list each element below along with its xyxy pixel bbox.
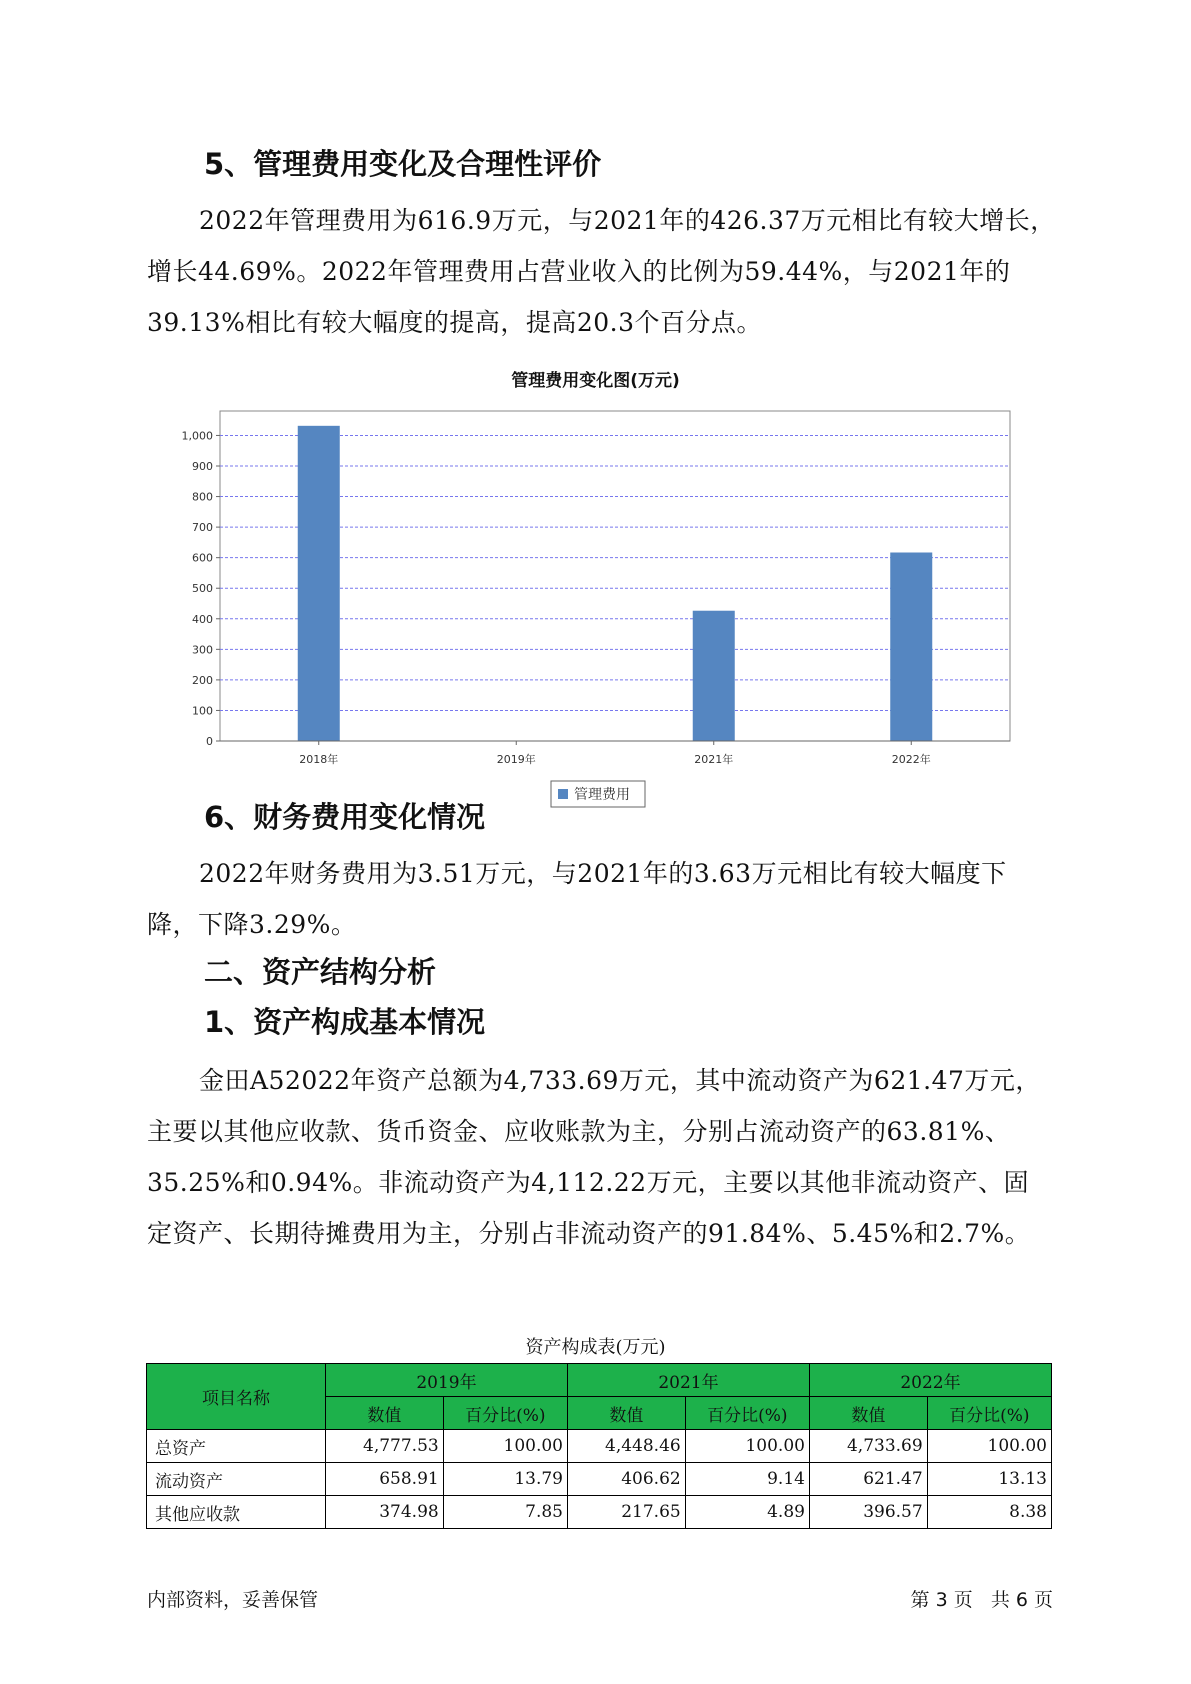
table-cell: 8.38 xyxy=(927,1496,1051,1529)
table-cell: 4,448.46 xyxy=(567,1430,685,1463)
percent-header: 百分比(%) xyxy=(443,1397,567,1430)
admin-expenses-paragraph xyxy=(147,195,1077,348)
paragraph-line: 定资产、长期待摊费用为主，分别占非流动资产的91.84%、5.45%和2.7%。 xyxy=(147,1219,1031,1248)
paragraph-line: 2022年财务费用为3.51万元，与2021年的3.63万元相比有较大幅度下 xyxy=(199,859,1007,888)
table-cell: 658.91 xyxy=(326,1463,444,1496)
finance-expenses-paragraph xyxy=(147,848,1077,950)
x-tick-label: 2022年 xyxy=(891,753,931,766)
y-tick-label: 400 xyxy=(192,612,213,626)
admin-expenses-bar-chart xyxy=(150,395,1030,820)
section-heading-finance-expenses: 6、财务费用变化情况 xyxy=(204,800,486,834)
y-tick-label: 700 xyxy=(192,521,213,535)
legend-swatch xyxy=(558,789,568,799)
y-tick-label: 500 xyxy=(192,582,213,596)
table-cell: 4,733.69 xyxy=(809,1430,927,1463)
row-name: 流动资产 xyxy=(147,1463,326,1496)
row-name: 总资产 xyxy=(147,1430,326,1463)
paragraph-line: 2022年管理费用为616.9万元，与2021年的426.37万元相比有较大增长， xyxy=(199,206,1056,235)
y-axis-ticks xyxy=(182,429,221,748)
chart-title: 管理费用变化图(万元) xyxy=(511,371,680,391)
legend-label: 管理费用 xyxy=(574,787,630,803)
table-cell: 100.00 xyxy=(685,1430,809,1463)
paragraph-line: 35.25%和0.94%。非流动资产为4,112.22万元，主要以其他非流动资产、固 xyxy=(147,1168,1030,1197)
bar xyxy=(298,426,340,741)
asset-composition-paragraph xyxy=(147,1055,1077,1259)
section-heading-asset-structure: 二、资产结构分析 xyxy=(204,955,437,989)
table-cell: 4,777.53 xyxy=(326,1430,444,1463)
row-name: 其他应收款 xyxy=(147,1496,326,1529)
table-cell: 396.57 xyxy=(809,1496,927,1529)
paragraph-line: 增长44.69%。2022年管理费用占营业收入的比例为59.44%，与2021年的 xyxy=(147,257,1011,286)
x-tick-label: 2021年 xyxy=(694,753,734,766)
y-tick-label: 300 xyxy=(192,643,213,657)
section-heading-admin-expenses: 5、管理费用变化及合理性评价 xyxy=(204,147,602,181)
table-row xyxy=(147,1496,1052,1529)
table-title: 资产构成表(万元) xyxy=(525,1337,666,1358)
table-cell: 13.13 xyxy=(927,1463,1051,1496)
x-tick-label: 2018年 xyxy=(299,753,339,766)
value-header: 数值 xyxy=(809,1397,927,1430)
paragraph-line: 金田A52022年资产总额为4,733.69万元，其中流动资产为621.47万元， xyxy=(199,1066,1041,1095)
year-header: 2019年 xyxy=(326,1364,568,1397)
table-cell: 621.47 xyxy=(809,1463,927,1496)
table-cell: 13.79 xyxy=(443,1463,567,1496)
table-row xyxy=(147,1463,1052,1496)
asset-composition-table xyxy=(146,1363,1052,1529)
y-tick-label: 1,000 xyxy=(181,429,213,443)
table-cell: 406.62 xyxy=(567,1463,685,1496)
y-tick-label: 800 xyxy=(192,490,213,504)
year-header: 2022年 xyxy=(809,1364,1051,1397)
paragraph-line: 降，下降3.29%。 xyxy=(147,910,357,939)
x-axis-ticks xyxy=(299,741,931,766)
footer-confidential-note: 内部资料，妥善保管 xyxy=(147,1589,319,1611)
table-cell: 100.00 xyxy=(443,1430,567,1463)
table-cell: 7.85 xyxy=(443,1496,567,1529)
x-tick-label: 2019年 xyxy=(496,753,536,766)
table-header-row xyxy=(147,1364,1052,1397)
footer-page-number: 第 3 页 共 6 页 xyxy=(910,1589,1053,1611)
percent-header: 百分比(%) xyxy=(685,1397,809,1430)
table-cell: 4.89 xyxy=(685,1496,809,1529)
table-cell: 374.98 xyxy=(326,1496,444,1529)
paragraph-line: 39.13%相比有较大幅度的提高，提高20.3个百分点。 xyxy=(147,308,762,337)
y-tick-label: 100 xyxy=(192,704,213,718)
bar xyxy=(890,553,932,741)
value-header: 数值 xyxy=(567,1397,685,1430)
value-header: 数值 xyxy=(326,1397,444,1430)
legend xyxy=(551,781,645,807)
table-cell: 100.00 xyxy=(927,1430,1051,1463)
section-heading-asset-composition: 1、资产构成基本情况 xyxy=(204,1005,486,1039)
table-cell: 217.65 xyxy=(567,1496,685,1529)
y-tick-label: 200 xyxy=(192,673,213,687)
year-header: 2021年 xyxy=(567,1364,809,1397)
table-row xyxy=(147,1430,1052,1463)
y-tick-label: 600 xyxy=(192,551,213,565)
table-cell: 9.14 xyxy=(685,1463,809,1496)
y-tick-label: 0 xyxy=(206,735,213,748)
bar xyxy=(693,611,735,741)
percent-header: 百分比(%) xyxy=(927,1397,1051,1430)
y-tick-label: 900 xyxy=(192,460,213,473)
paragraph-line: 主要以其他应收款、货币资金、应收账款为主，分别占流动资产的63.81%、 xyxy=(147,1117,1011,1146)
item-name-header: 项目名称 xyxy=(147,1364,326,1430)
